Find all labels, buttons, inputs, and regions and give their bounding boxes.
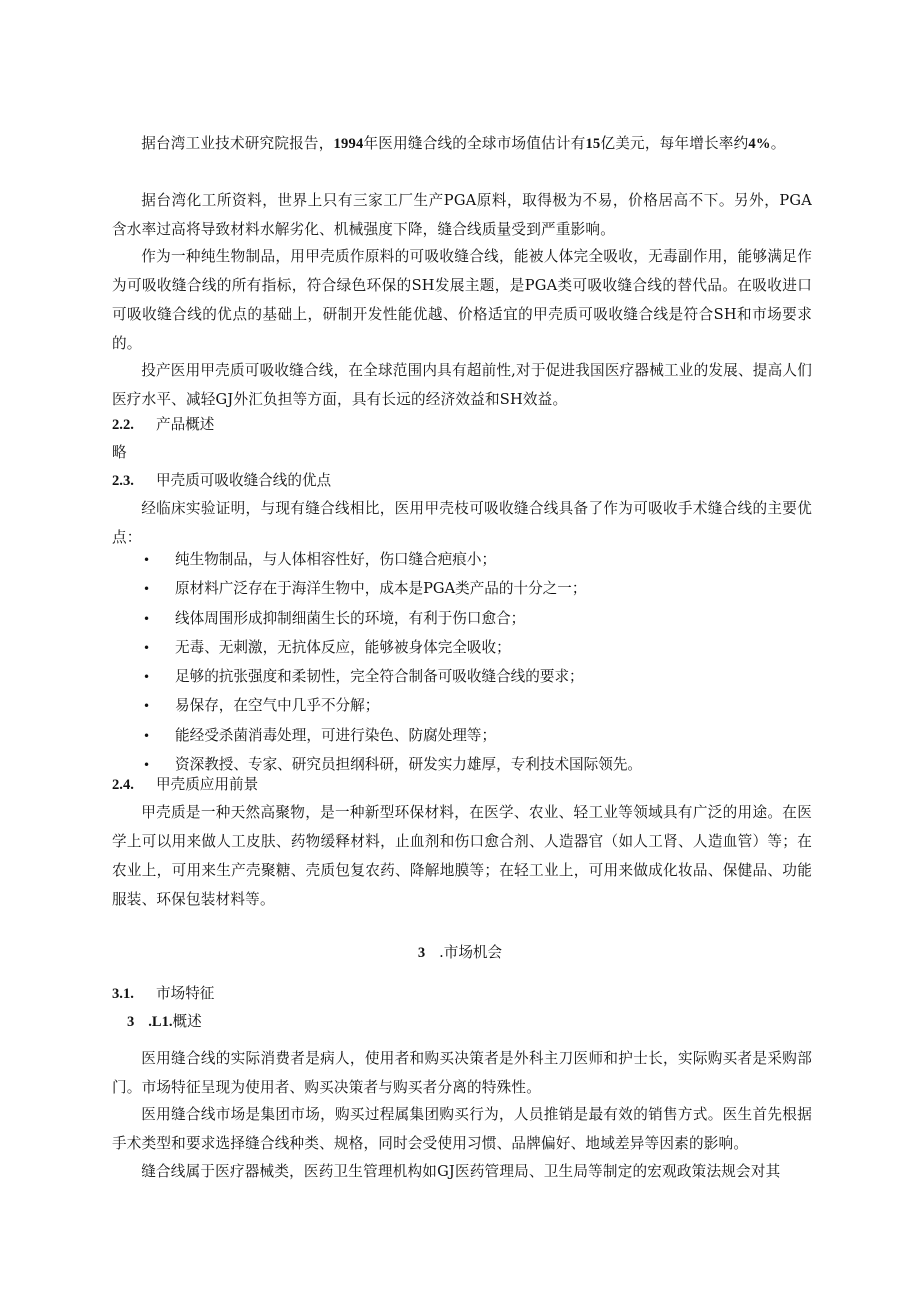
bullet-icon: • (143, 611, 151, 626)
section-title: 甲壳质可吸收缝合线的优点 (156, 472, 332, 489)
paragraph-chitin-applications: 甲壳质是一种天然高聚物，是一种新型环保材料，在医学、农业、轻工业等领域具有广泛的用途。在医学上可以用来做人工皮肤、药物缓释材料，止血剂和伤口愈合剂、人造器官（如人工肾、人造血管）等；在农业上，可用来生产壳聚糖、壳质包复农药、降解地膜等；在轻工业上，可用来做成化妆品、保健品、功能服装、环保包装材料等。 (112, 804, 812, 908)
paragraph-regulation: 缝合线属于医疗器械类，医药卫生管理机构如GJ医药管理局、卫生局等制定的宏观政策法规会对其 (141, 1163, 781, 1180)
paragraph-pga-supply: 据台湾化工所资料，世界上只有三家工厂生产PGA原料，取得极为不易，价格居高不下。另外，PGA含水率过高将导致材料水解劣化、机械强度下降，缝合线质量受到严重影响。 (112, 192, 812, 238)
section-title: 产品概述 (156, 416, 215, 433)
chapter-title: .市场机会 (439, 944, 503, 961)
bullet-icon: • (143, 758, 151, 773)
paragraph-clinical-intro: 经临床实验证明，与现有缝合线相比，医用甲壳枝可吸收缝合线具备了作为可吸收手术缝合线的主要优点： (112, 500, 812, 546)
section-heading-2-2 (112, 410, 214, 440)
list-item: • 无毒、无刺激，无抗体反应，能够被身体完全吸收； (143, 633, 642, 662)
bullet-icon: • (143, 728, 151, 743)
section-heading-2-3 (112, 466, 331, 496)
section-number: 2.4. (112, 777, 134, 793)
list-item: • 易保存，在空气中几乎不分解； (143, 691, 642, 720)
list-item: • 资深教授、专家、研究员担纲科研，研发实力雄厚，专利技术国际领先。 (143, 750, 642, 779)
chapter-heading-3 (0, 938, 920, 968)
section-heading-3-1 (112, 979, 214, 1009)
list-item: • 足够的抗张强度和柔韧性，完全符合制备可吸收缝合线的要求； (143, 662, 642, 691)
bullet-icon: • (143, 640, 151, 655)
section-number: 2.2. (112, 417, 134, 433)
list-item: • 线体周围形成抑制细菌生长的环境，有利于伤口愈合； (143, 604, 642, 633)
section-number: 3.1. (112, 986, 134, 1002)
paragraph-production-benefits: 投产医用甲壳质可吸收缝合线，在全球范围内具有超前性,对于促进我国医疗器械工业的发展、提高人们医疗水平、减轻GJ外汇负担等方面，具有长远的经济效益和SH效益。 (112, 362, 812, 408)
bullet-icon: • (143, 670, 151, 685)
bullet-icon: • (143, 553, 151, 567)
list-item: • 原材料广泛存在于海洋生物中，成本是PGA类产品的十分之一； (143, 574, 642, 603)
advantages-list (143, 545, 642, 779)
paragraph-group-market: 医用缝合线市场是集团市场，购买过程属集团购买行为，人员推销是最有效的销售方式。医生首先根据手术类型和要求选择缝合线种类、规格，同时会受使用习惯、品牌偏好、地域差异等因素的影响。 (112, 1106, 812, 1152)
section-title: 市场特征 (156, 985, 215, 1002)
bullet-icon: • (143, 699, 151, 714)
chapter-number: 3 (417, 945, 426, 961)
paragraph-market-value: 据台湾工业技术研究院报告，1994年医用缝合线的全球市场值估计有15亿美元，每年增长率约4%。 (141, 135, 786, 152)
paragraph-consumers: 医用缝合线的实际消费者是病人，使用者和购买决策者是外科主刀医师和护士长，实际购买者是采购部门。市场特征呈现为使用者、购买决策者与购买者分离的特殊性。 (112, 1050, 812, 1096)
section-2-2-body: 略 (112, 444, 127, 461)
list-item: • 能经受杀菌消毒处理，可进行染色、防腐处理等； (143, 721, 642, 750)
paragraph-chitin-suture-advantage: 作为一种纯生物制品，用甲壳质作原料的可吸收缝合线，能被人体完全吸收，无毒副作用，能够满足作为可吸收缝合线的所有指标，符合绿色环保的SH发展主题，是PGA类可吸收缝合线的替代品。在吸收进口可吸收缝合线的优点的基础上，研制开发性能优越、价格适宜的甲壳质可吸收缝合线是符合SH和市场要求的。 (112, 248, 812, 352)
section-heading-2-4 (112, 770, 258, 800)
bullet-icon: • (143, 582, 151, 597)
subsection-heading-overview: 3 .L1.概述 (127, 1013, 202, 1030)
section-number: 2.3. (112, 473, 134, 489)
section-title: 甲壳质应用前景 (156, 776, 259, 793)
list-item: • 纯生物制品，与人体相容性好，伤口缝合疤痕小； (143, 545, 642, 574)
